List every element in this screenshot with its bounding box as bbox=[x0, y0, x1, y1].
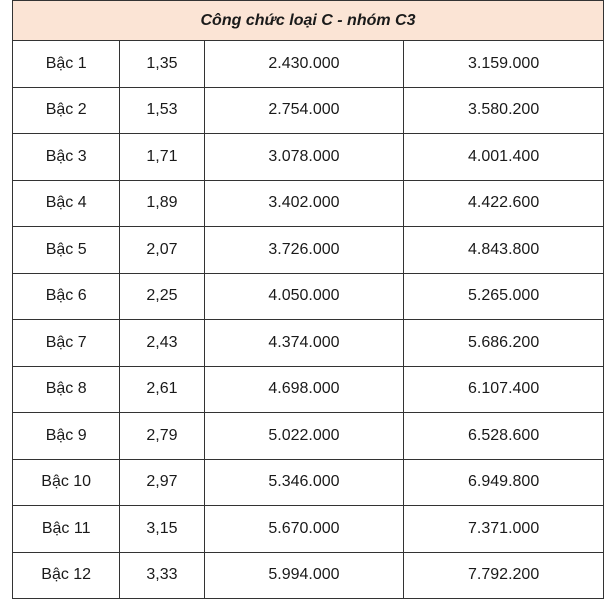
rank-cell: Bậc 12 bbox=[13, 552, 120, 599]
table-title: Công chức loại C - nhóm C3 bbox=[13, 1, 604, 41]
salary-current-cell: 4.374.000 bbox=[204, 320, 404, 367]
salary-new-cell: 3.159.000 bbox=[404, 41, 604, 88]
coefficient-cell: 2,25 bbox=[120, 273, 204, 320]
rank-cell: Bậc 6 bbox=[13, 273, 120, 320]
salary-current-cell: 2.430.000 bbox=[204, 41, 404, 88]
coefficient-cell: 1,89 bbox=[120, 180, 204, 227]
salary-current-cell: 5.994.000 bbox=[204, 552, 404, 599]
salary-new-cell: 7.371.000 bbox=[404, 506, 604, 553]
salary-new-cell: 4.001.400 bbox=[404, 134, 604, 181]
table-row bbox=[13, 366, 604, 413]
salary-new-cell: 7.792.200 bbox=[404, 552, 604, 599]
coefficient-cell: 2,97 bbox=[120, 459, 204, 506]
coefficient-cell: 3,15 bbox=[120, 506, 204, 553]
salary-table bbox=[12, 0, 604, 599]
coefficient-cell: 1,53 bbox=[120, 87, 204, 134]
salary-new-cell: 5.686.200 bbox=[404, 320, 604, 367]
salary-new-cell: 4.843.800 bbox=[404, 227, 604, 274]
salary-current-cell: 4.050.000 bbox=[204, 273, 404, 320]
salary-current-cell: 2.754.000 bbox=[204, 87, 404, 134]
salary-current-cell: 3.078.000 bbox=[204, 134, 404, 181]
table-row bbox=[13, 273, 604, 320]
table-body bbox=[13, 1, 604, 599]
salary-current-cell: 5.670.000 bbox=[204, 506, 404, 553]
coefficient-cell: 3,33 bbox=[120, 552, 204, 599]
coefficient-cell: 2,07 bbox=[120, 227, 204, 274]
rank-cell: Bậc 1 bbox=[13, 41, 120, 88]
table-row bbox=[13, 87, 604, 134]
salary-current-cell: 4.698.000 bbox=[204, 366, 404, 413]
salary-new-cell: 3.580.200 bbox=[404, 87, 604, 134]
coefficient-cell: 1,35 bbox=[120, 41, 204, 88]
table-row bbox=[13, 552, 604, 599]
rank-cell: Bậc 8 bbox=[13, 366, 120, 413]
table-row bbox=[13, 180, 604, 227]
coefficient-cell: 2,61 bbox=[120, 366, 204, 413]
rank-cell: Bậc 3 bbox=[13, 134, 120, 181]
rank-cell: Bậc 11 bbox=[13, 506, 120, 553]
table-row bbox=[13, 506, 604, 553]
coefficient-cell: 2,43 bbox=[120, 320, 204, 367]
rank-cell: Bậc 4 bbox=[13, 180, 120, 227]
salary-current-cell: 5.022.000 bbox=[204, 413, 404, 460]
salary-new-cell: 6.949.800 bbox=[404, 459, 604, 506]
rank-cell: Bậc 5 bbox=[13, 227, 120, 274]
rank-cell: Bậc 9 bbox=[13, 413, 120, 460]
salary-current-cell: 5.346.000 bbox=[204, 459, 404, 506]
salary-current-cell: 3.402.000 bbox=[204, 180, 404, 227]
salary-new-cell: 4.422.600 bbox=[404, 180, 604, 227]
coefficient-cell: 2,79 bbox=[120, 413, 204, 460]
table-row bbox=[13, 41, 604, 88]
table-row bbox=[13, 459, 604, 506]
coefficient-cell: 1,71 bbox=[120, 134, 204, 181]
salary-new-cell: 6.107.400 bbox=[404, 366, 604, 413]
salary-new-cell: 5.265.000 bbox=[404, 273, 604, 320]
table-row bbox=[13, 134, 604, 181]
rank-cell: Bậc 2 bbox=[13, 87, 120, 134]
rank-cell: Bậc 7 bbox=[13, 320, 120, 367]
table-row bbox=[13, 413, 604, 460]
table-row bbox=[13, 227, 604, 274]
rank-cell: Bậc 10 bbox=[13, 459, 120, 506]
salary-current-cell: 3.726.000 bbox=[204, 227, 404, 274]
table-title-row bbox=[13, 1, 604, 41]
salary-new-cell: 6.528.600 bbox=[404, 413, 604, 460]
table-row bbox=[13, 320, 604, 367]
